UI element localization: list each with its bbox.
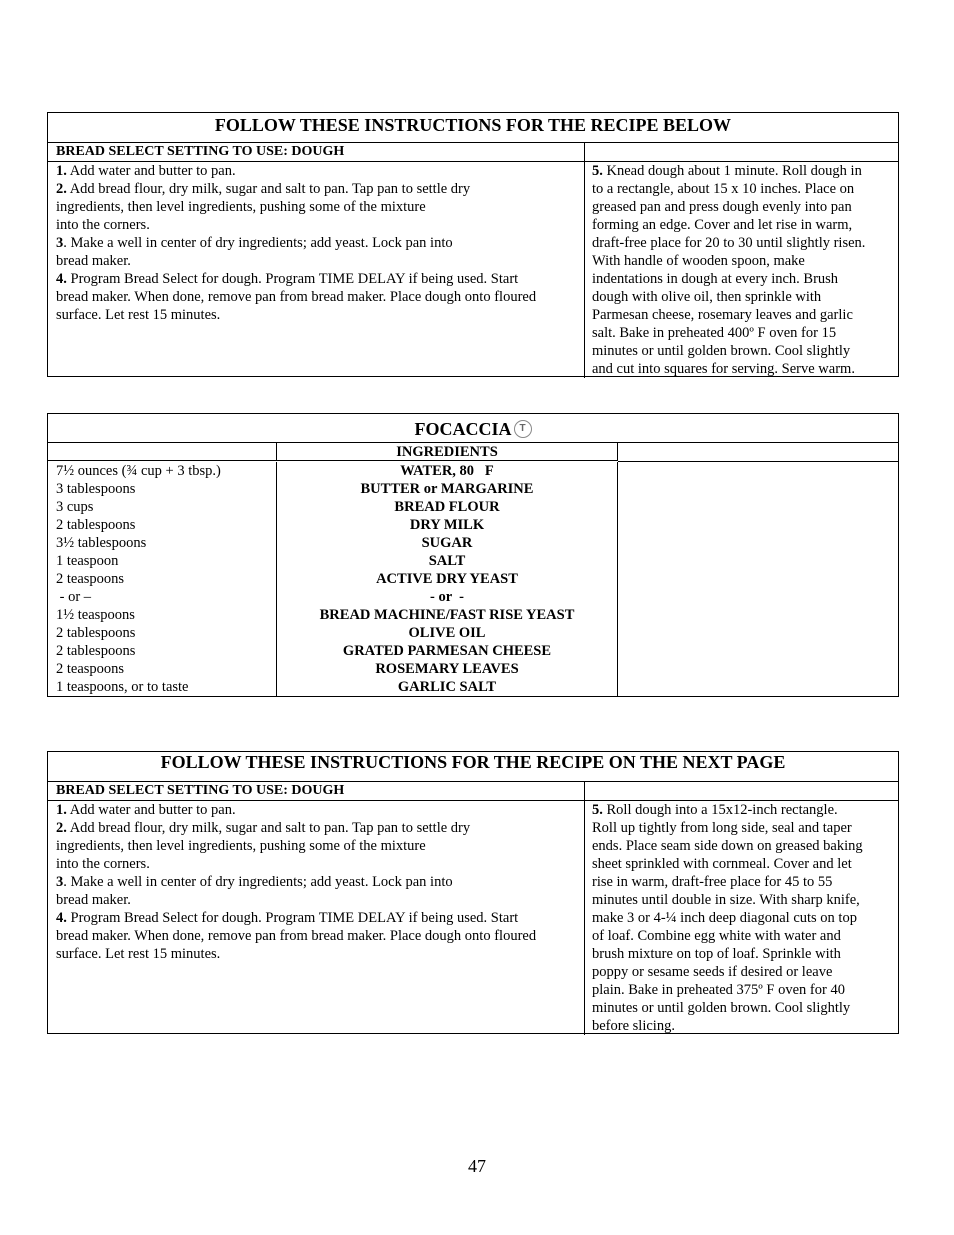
- ingredients-header-row: [48, 443, 898, 462]
- section-title: FOLLOW THESE INSTRUCTIONS FOR THE RECIPE ON THE NEXT PAGE: [48, 752, 898, 782]
- setting-label: BREAD SELECT SETTING TO USE: DOUGH: [48, 143, 585, 161]
- ingredient-item: WATER, 80 F: [400, 463, 494, 479]
- step-5: 5. Knead dough about 1 minute. Roll dough in to a rectangle, about 15 x 10 inches. Place on greased pan and press dough evenly into pan forming an edge. Cover and let rise in warm, draft-free place for 20 to 30 until slightly risen. With handle of wooden spoon, make indentations in dough at every inch. Brush dough with olive oil, then sprinkle with Parmesan cheese, rosemary leaves and garlic salt. Bake in preheated 400º F oven for 15 minutes or until golden brown. Cool slightly and cut into squares for serving. Serve warm.: [592, 163, 866, 377]
- ingredient-item: BREAD MACHINE/FAST RISE YEAST: [319, 607, 575, 623]
- ingredient-item: DRY MILK: [409, 517, 485, 533]
- step-3: 3. Make a well in center of dry ingredients; add yeast. Lock pan into bread maker.: [56, 874, 453, 908]
- amount-item: 2 teaspoons: [56, 571, 125, 587]
- ingredient-item: BREAD FLOUR: [394, 499, 500, 515]
- steps-left: [48, 162, 585, 378]
- instructions-box-2: [47, 751, 899, 1034]
- amount-item: 3 cups: [56, 499, 94, 515]
- page-number: 47: [468, 1156, 486, 1176]
- step-4: 4. Program Bread Select for dough. Program TIME DELAY if being used. Start bread maker. When done, remove pan from bread maker. Place dough onto floured surface. Let rest 15 minutes.: [56, 271, 537, 323]
- empty-column: [618, 462, 898, 697]
- step-3: 3. Make a well in center of dry ingredients; add yeast. Lock pan into bread maker.: [56, 235, 453, 269]
- amount-item: 2 teaspoons: [56, 661, 125, 677]
- ingredients-header: INGREDIENTS: [277, 443, 618, 461]
- amount-item: - or –: [56, 589, 92, 605]
- ingredients-row: [48, 462, 898, 697]
- step-2: 2. Add bread flour, dry milk, sugar and salt to pan. Tap pan to settle dry ingredients, then level ingredients, pushing some of the mixture into the corners.: [56, 820, 471, 872]
- ingredient-item: - or -: [430, 589, 464, 605]
- section-title: FOLLOW THESE INSTRUCTIONS FOR THE RECIPE BELOW: [48, 113, 898, 143]
- recipe-box: [47, 413, 899, 697]
- steps-row: [48, 162, 898, 378]
- amount-item: 2 tablespoons: [56, 643, 136, 659]
- amount-item: 1 teaspoon: [56, 553, 119, 569]
- ingredient-item: GARLIC SALT: [397, 679, 497, 695]
- step-1: 1. Add water and butter to pan.: [56, 163, 236, 179]
- ingredient-item: ACTIVE DRY YEAST: [376, 571, 518, 587]
- amount-item: 3 tablespoons: [56, 481, 136, 497]
- steps-left: [48, 801, 585, 1035]
- ingredient-item: BUTTER or MARGARINE: [360, 481, 534, 497]
- steps-right: [585, 801, 898, 1035]
- steps-row: [48, 801, 898, 1035]
- step-4: 4. Program Bread Select for dough. Program TIME DELAY if being used. Start bread maker. When done, remove pan from bread maker. Place dough onto floured surface. Let rest 15 minutes.: [56, 910, 537, 962]
- ingredients-list: [277, 462, 617, 696]
- setting-row: [48, 782, 898, 801]
- amount-item: 3½ tablespoons: [56, 535, 147, 551]
- recipe-title: FOCACCIA: [414, 419, 512, 439]
- ingredient-item: GRATED PARMESAN CHEESE: [342, 643, 552, 659]
- empty-cell: [585, 143, 898, 161]
- step-1: 1. Add water and butter to pan.: [56, 802, 236, 818]
- step-5: 5. Roll dough into a 15x12-inch rectangle. Roll up tightly from long side, seal and taper ends. Place seam side down on greased baking sheet sprinkled with cornmeal. Cover and let rise in warm, draft-free place for 45 to 55 minutes until double in size. With sharp knife, make 3 or 4-¼ inch deep diagonal cuts on top of loaf. Combine egg white with water and brush mixture on top of loaf. Sprinkle with poppy or sesame seeds if desired or leave plain. Bake in preheated 375º F oven for 40 minutes or until golden brown. Cool slightly before slicing.: [592, 802, 863, 1034]
- steps-right: [585, 162, 898, 378]
- timer-icon: T: [514, 420, 532, 438]
- ingredients-column: [277, 462, 618, 697]
- amount-item: 2 tablespoons: [56, 517, 136, 533]
- amount-item: 2 tablespoons: [56, 625, 136, 641]
- empty-header-cell: [618, 443, 898, 462]
- instructions-box-1: [47, 112, 899, 377]
- amounts-list: [56, 462, 276, 696]
- amount-item: 7½ ounces (¾ cup + 3 tbsp.): [56, 463, 221, 479]
- setting-row: [48, 143, 898, 162]
- ingredient-item: ROSEMARY LEAVES: [375, 661, 519, 677]
- amounts-column: [48, 462, 277, 697]
- setting-label: BREAD SELECT SETTING TO USE: DOUGH: [48, 782, 585, 800]
- ingredient-item: SALT: [428, 553, 466, 569]
- amount-header-cell: [48, 443, 277, 461]
- ingredient-item: OLIVE OIL: [408, 625, 486, 641]
- ingredient-item: SUGAR: [421, 535, 473, 551]
- amount-item: 1½ teaspoons: [56, 607, 135, 623]
- step-2: 2. Add bread flour, dry milk, sugar and salt to pan. Tap pan to settle dry ingredients, then level ingredients, pushing some of the mixture into the corners.: [56, 181, 471, 233]
- empty-cell: [585, 782, 898, 800]
- amount-item: 1 teaspoons, or to taste: [56, 679, 189, 695]
- recipe-title-row: [48, 414, 898, 443]
